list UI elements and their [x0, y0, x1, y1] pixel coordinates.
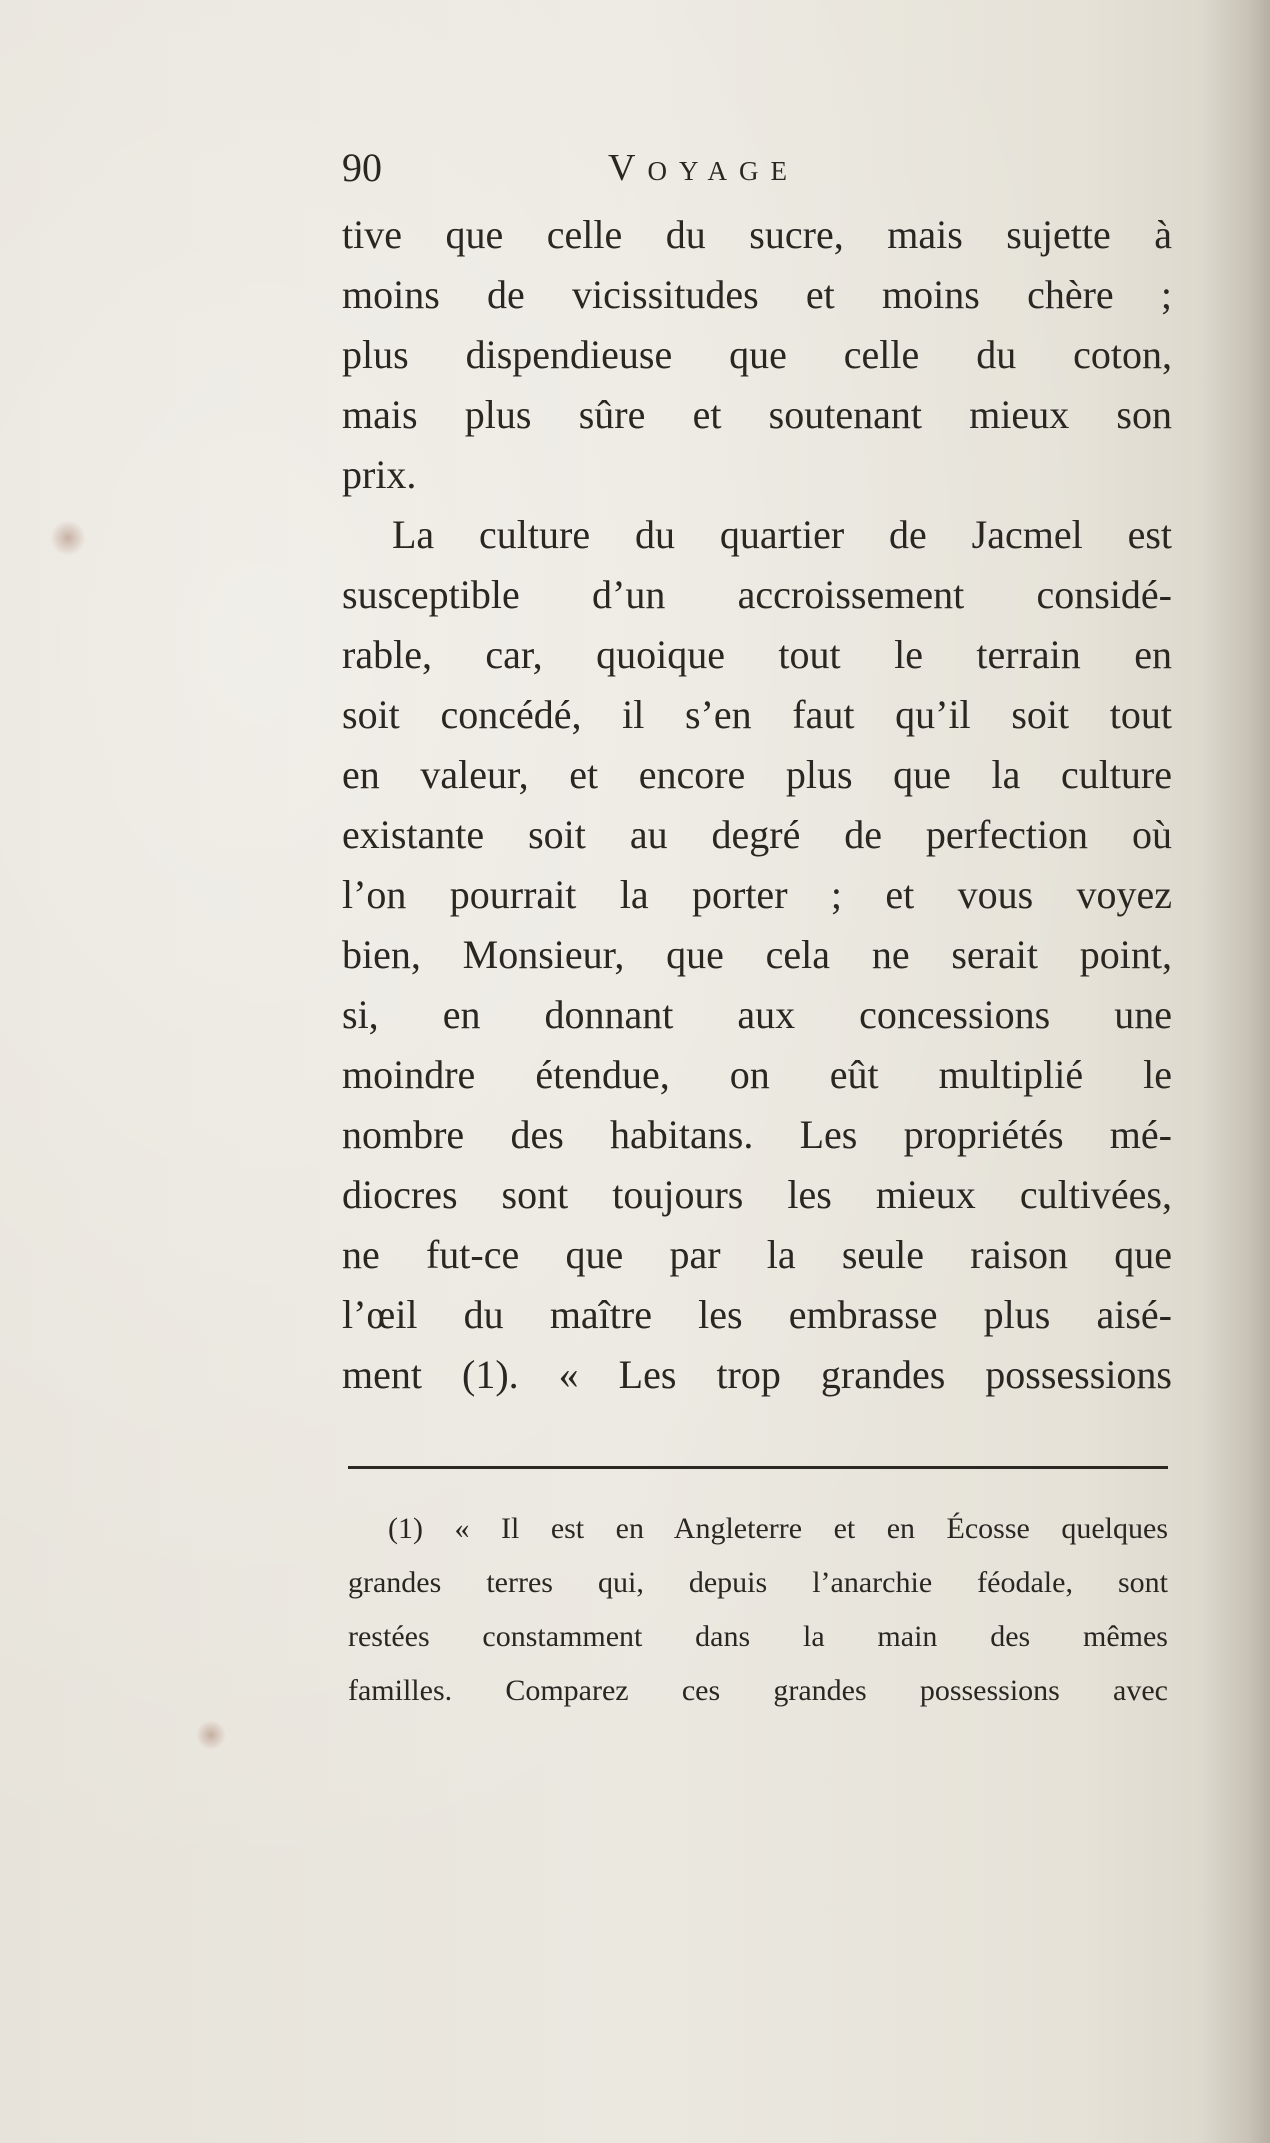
text-line: nombre des habitans. Les propriétés mé- — [342, 1112, 1172, 1157]
text-line: l’on pourrait la porter ; et vous voyez — [342, 872, 1172, 917]
text-line: si, en donnant aux concessions une — [342, 992, 1172, 1037]
foxing-spot — [196, 1720, 226, 1750]
footnote-rule — [348, 1466, 1168, 1469]
page-edge-shadow — [1200, 0, 1270, 2143]
page-header — [342, 140, 1172, 196]
text-line: mais plus sûre et soutenant mieux son — [342, 392, 1172, 437]
text-line: La culture du quartier de Jacmel est — [392, 512, 1172, 557]
foxing-spot — [50, 520, 86, 556]
text-line: bien, Monsieur, que cela ne serait point, — [342, 932, 1172, 977]
text-line: plus dispendieuse que celle du coton, — [342, 332, 1172, 377]
text-line: ment (1). « Les trop grandes possessions — [342, 1352, 1172, 1397]
footnote-line: grandes terres qui, depuis l’anarchie féodale, sont — [348, 1566, 1168, 1599]
main-text — [342, 205, 1172, 1405]
footnote-line: (1) « Il est en Angleterre et en Écosse quelques — [388, 1512, 1168, 1545]
text-line: soit concédé, il s’en faut qu’il soit tout — [342, 692, 1172, 737]
text-line: rable, car, quoique tout le terrain en — [342, 632, 1172, 677]
text-line: existante soit au degré de perfection où — [342, 812, 1172, 857]
text-line: en valeur, et encore plus que la culture — [342, 752, 1172, 797]
text-line: moindre étendue, on eût multiplié le — [342, 1052, 1172, 1097]
text-line: susceptible d’un accroissement considé- — [342, 572, 1172, 617]
page-number: 90 — [342, 145, 382, 190]
text-line: tive que celle du sucre, mais sujette à — [342, 212, 1172, 257]
footnote — [348, 1502, 1168, 1718]
text-line: prix. — [342, 452, 417, 497]
text-line: ne fut-ce que par la seule raison que — [342, 1232, 1172, 1277]
text-line: moins de vicissitudes et moins chère ; — [342, 272, 1172, 317]
text-line: diocres sont toujours les mieux cultivées, — [342, 1172, 1172, 1217]
footnote-line: familles. Comparez ces grandes possessions avec — [348, 1674, 1168, 1707]
text-line: l’œil du maître les embrasse plus aisé- — [342, 1292, 1172, 1337]
footnote-line: restées constamment dans la main des mêmes — [348, 1620, 1168, 1653]
running-title: Voyage — [608, 147, 799, 189]
